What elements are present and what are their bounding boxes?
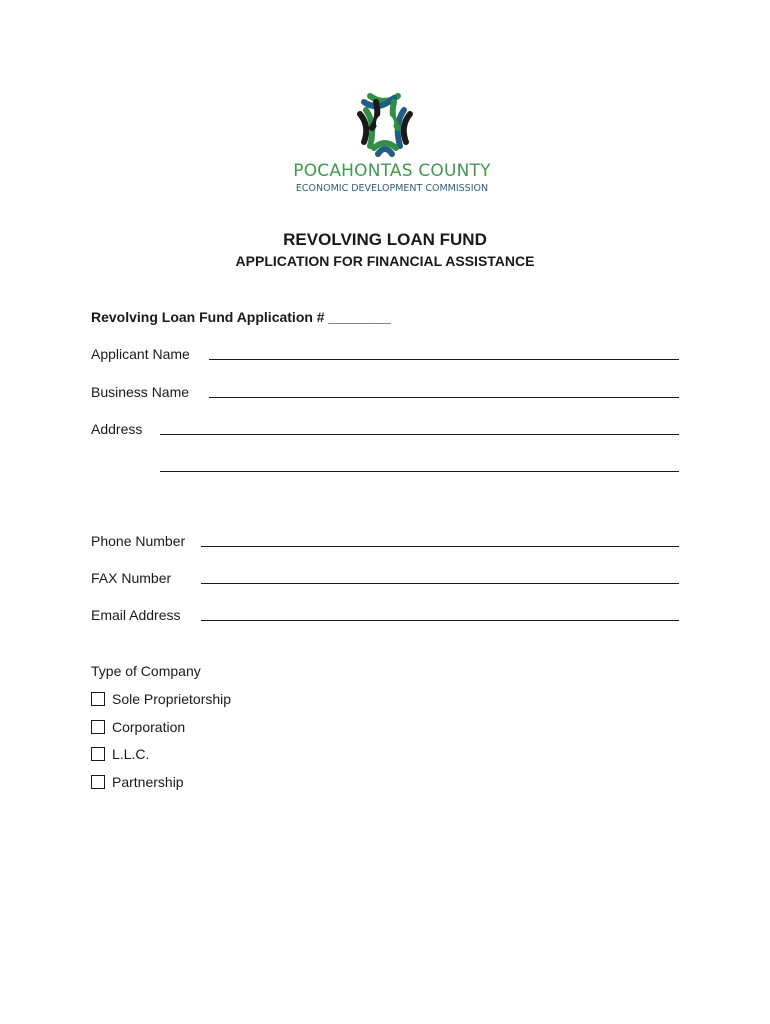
document-title: REVOLVING LOAN FUND: [283, 230, 487, 249]
option-llc[interactable]: [91, 745, 149, 763]
partnership-checkbox[interactable]: [91, 775, 105, 789]
application-number: Revolving Loan Fund Application # ________: [91, 309, 391, 325]
option-label: Corporation: [112, 719, 186, 735]
option-label: L.L.C.: [112, 746, 150, 762]
option-sole-proprietorship[interactable]: [91, 690, 231, 708]
email-address-field[interactable]: [201, 620, 679, 621]
option-label: Partnership: [112, 774, 184, 790]
address-field-line-2[interactable]: [160, 471, 679, 472]
applicant-name-label: Applicant Name: [91, 346, 190, 362]
phone-number-label: Phone Number: [91, 533, 186, 549]
address-label: Address: [91, 421, 143, 437]
applicant-name-field[interactable]: [209, 359, 679, 360]
corporation-checkbox[interactable]: [91, 720, 105, 734]
address-field-line-1[interactable]: [160, 434, 679, 435]
business-name-field[interactable]: [209, 397, 679, 398]
business-name-label: Business Name: [91, 384, 190, 400]
option-partnership[interactable]: [91, 773, 184, 791]
sole-proprietorship-checkbox[interactable]: [91, 692, 105, 706]
fax-number-field[interactable]: [201, 583, 679, 584]
option-label: Sole Proprietorship: [112, 691, 232, 707]
option-corporation[interactable]: [91, 718, 185, 736]
phone-number-field[interactable]: [201, 546, 679, 547]
organization-subtitle: ECONOMIC DEVELOPMENT COMMISSION: [295, 183, 489, 194]
organization-logo: [350, 88, 420, 158]
organization-name: POCAHONTAS COUNTY: [293, 161, 491, 181]
llc-checkbox[interactable]: [91, 747, 105, 761]
interlocking-ring-logo-icon: [350, 88, 420, 158]
company-type-label: Type of Company: [91, 663, 201, 679]
document-subtitle: APPLICATION FOR FINANCIAL ASSISTANCE: [235, 253, 535, 269]
fax-number-label: FAX Number: [91, 570, 172, 586]
email-address-label: Email Address: [91, 607, 181, 623]
